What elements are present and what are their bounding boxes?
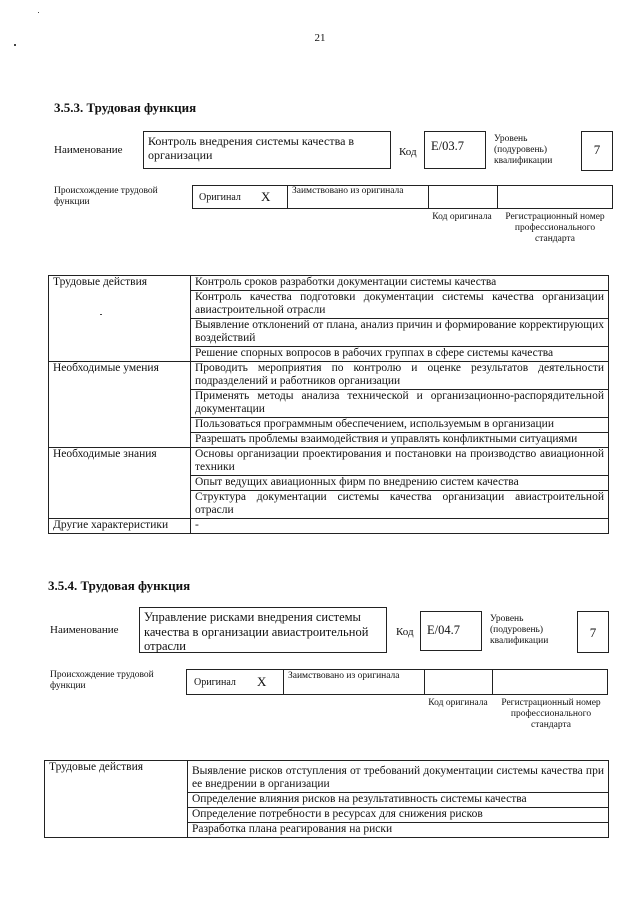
table-cell: Решение спорных вопросов в рабочих группах в сфере системы качества [191, 347, 609, 362]
function-name: Управление рисками внедрения системы качества в организации авиастроительной отрасли [144, 610, 369, 653]
code-original-caption: Код оригинала [432, 212, 492, 222]
function-code: Е/04.7 [420, 611, 482, 651]
table-cell: Определение потребности в ресурсах для снижения рисков [188, 808, 609, 823]
original-label: Оригинал [199, 192, 241, 203]
table-cell: Выявление рисков отступления от требований документации системы качества при ее внедрении в организации [188, 761, 609, 793]
function-name: Контроль внедрения системы качества в организации [148, 134, 355, 162]
level-value: 7 [577, 611, 609, 653]
level-label: Уровень (подуровень) квалификации [494, 134, 553, 166]
table-cell: Выявление отклонений от плана, анализ причин и формирование корректирующих воздействий [191, 319, 609, 347]
name-label: Наименование [54, 144, 123, 156]
table-cell: Опыт ведущих авиационных фирм по внедрению систем качества [191, 476, 609, 491]
scan-speck [38, 12, 39, 13]
code-label: Код [399, 146, 417, 158]
function-table [44, 760, 609, 838]
table-row [49, 276, 609, 291]
origin-label: Происхождение трудовой функции [54, 186, 158, 207]
function-name-box [143, 131, 391, 169]
borrowed-label: Заимствовано из оригинала [288, 671, 400, 681]
borrowed-label: Заимствовано из оригинала [292, 186, 404, 196]
reg-number-caption: Регистрационный номер профессионального стандарта [505, 212, 605, 244]
function-name-box [139, 607, 387, 653]
section-title: 3.5.4. Трудовая функция [48, 578, 191, 593]
original-mark: X [257, 674, 267, 689]
table-row [49, 519, 609, 534]
scan-speck [14, 44, 16, 46]
function-table [48, 275, 609, 534]
row-label: Трудовые действия [49, 276, 191, 362]
code-original-caption: Код оригинала [428, 698, 488, 708]
section-title: 3.5.3. Трудовая функция [54, 100, 197, 115]
level-value: 7 [581, 131, 613, 171]
table-cell: Разрешать проблемы взаимодействия и управлять конфликтными ситуациями [191, 433, 609, 448]
table-row [49, 448, 609, 476]
table-row [45, 761, 609, 793]
function-code: Е/03.7 [424, 131, 486, 169]
table-cell: Структура документации системы качества организации авиастроительной отрасли [191, 491, 609, 519]
table-cell: Проводить мероприятия по контролю и оценке результатов деятельности подразделений и работников организации [191, 362, 609, 390]
table-cell: Контроль сроков разработки документации системы качества [191, 276, 609, 291]
table-cell: - [191, 519, 609, 534]
row-label: Другие характеристики [49, 519, 191, 534]
table-cell: Основы организации проектирования и постановки на производство авиационной техники [191, 448, 609, 476]
original-mark: X [261, 189, 271, 204]
row-label: Необходимые умения [49, 362, 191, 448]
level-label: Уровень (подуровень) квалификации [490, 614, 549, 646]
table-cell: Пользоваться программным обеспечением, используемым в организации [191, 418, 609, 433]
original-label: Оригинал [194, 677, 236, 688]
table-cell: Применять методы анализа технической и организационно-распорядительной документации [191, 390, 609, 418]
row-label: Необходимые знания [49, 448, 191, 519]
table-cell: Определение влияния рисков на результативность системы качества [188, 793, 609, 808]
table-cell: Контроль качества подготовки документации системы качества организации авиастроительной отрасли [191, 291, 609, 319]
table-cell: Разработка плана реагирования на риски [188, 823, 609, 838]
table-row [49, 362, 609, 390]
name-label: Наименование [50, 624, 119, 636]
reg-number-caption: Регистрационный номер профессионального стандарта [501, 698, 601, 730]
code-label: Код [396, 626, 414, 638]
page-number: 21 [314, 32, 326, 44]
origin-label: Происхождение трудовой функции [50, 670, 154, 691]
row-label: Трудовые действия [45, 761, 188, 838]
